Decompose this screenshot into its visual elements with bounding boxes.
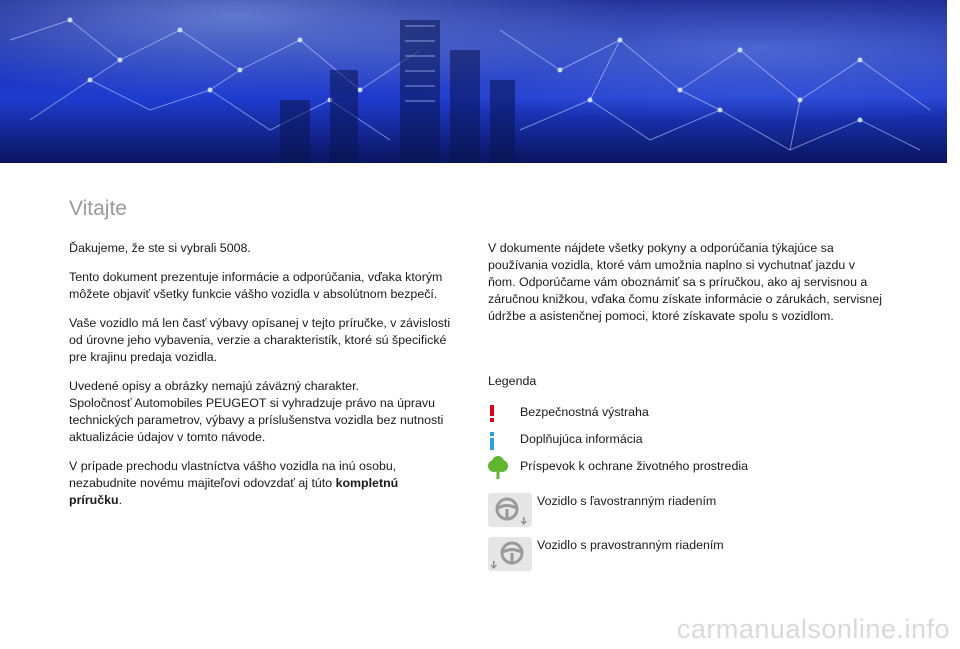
legend-label: Bezpečnostná výstraha bbox=[520, 405, 649, 419]
network-city-image bbox=[0, 0, 947, 163]
watermark: carmanualsonline.info bbox=[676, 614, 950, 644]
ownership-bold-text: kompletnú príručku bbox=[69, 476, 399, 507]
ownership-text: V prípade prechodu vlastníctva vášho vozidla na inú osobu, nezabudnite novému majiteľovi odovzdať aj túto bbox=[69, 459, 397, 490]
steering-wheel-icon bbox=[488, 493, 532, 527]
tree-icon bbox=[486, 456, 510, 480]
legend-title: Legenda bbox=[488, 374, 537, 388]
intro-paragraph: Ďakujeme, že ste si vybrali 5008. bbox=[69, 241, 251, 255]
header-image bbox=[0, 0, 947, 163]
steering-wheel-icon bbox=[488, 537, 532, 571]
page-title: Vitajte bbox=[69, 197, 127, 220]
legend-label: Vozidlo s pravostranným riadením bbox=[537, 538, 724, 552]
right-column bbox=[488, 240, 883, 337]
left-column bbox=[69, 240, 454, 521]
disclaimer-line: Uvedené opisy a obrázky nemajú záväzný charakter. bbox=[69, 379, 359, 393]
legend-item-safety bbox=[520, 405, 649, 419]
ownership-paragraph bbox=[69, 458, 454, 509]
legend-item-info bbox=[520, 432, 643, 446]
overview-paragraph: V dokumente nájdete všetky pokyny a odporúčania týkajúce sa používania vozidla, ktoré vám umožnia naplno si vychutnať jazdu v ňom. Odporúčame vám oboznámiť sa s príručkou, ako aj servisnou a záručnou knižkou, vďaka čomu získate informácie o zárukách, servisnej údržbe a asistenčnej pomoci, ktoré získavate spolu s vozidlom. bbox=[488, 241, 882, 323]
legend-item-rhd bbox=[537, 538, 724, 552]
legend-label: Vozidlo s ľavostranným riadením bbox=[537, 494, 717, 508]
info-icon bbox=[488, 432, 496, 450]
legend-label: Doplňujúca informácia bbox=[520, 432, 643, 446]
ownership-end: . bbox=[118, 493, 123, 507]
intro-paragraph: Vaše vozidlo má len časť výbavy opísanej v tejto príručke, v závislosti od úrovne jeho vybavenia, verzie a charakteristík, ktoré sú špecifické pre krajinu predaja vozidla. bbox=[69, 316, 451, 364]
disclaimer-paragraph bbox=[69, 378, 454, 446]
disclaimer-line: Spoločnosť Automobiles PEUGEOT si vyhradzuje právo na úpravu technických parametrov, výbavy a príslušenstva vozidla bez nutnosti aktualizácie údajov v tomto návode. bbox=[69, 396, 444, 444]
intro-paragraph: Tento dokument prezentuje informácie a odporúčania, vďaka ktorým môžete objaviť všetky funkcie vášho vozidla v absolútnom bezpečí. bbox=[69, 270, 443, 301]
legend-label: Príspevok k ochrane životného prostredia bbox=[520, 459, 748, 473]
legend-item-lhd bbox=[537, 494, 716, 508]
legend-item-environment bbox=[520, 459, 748, 473]
exclamation-icon bbox=[488, 405, 496, 422]
